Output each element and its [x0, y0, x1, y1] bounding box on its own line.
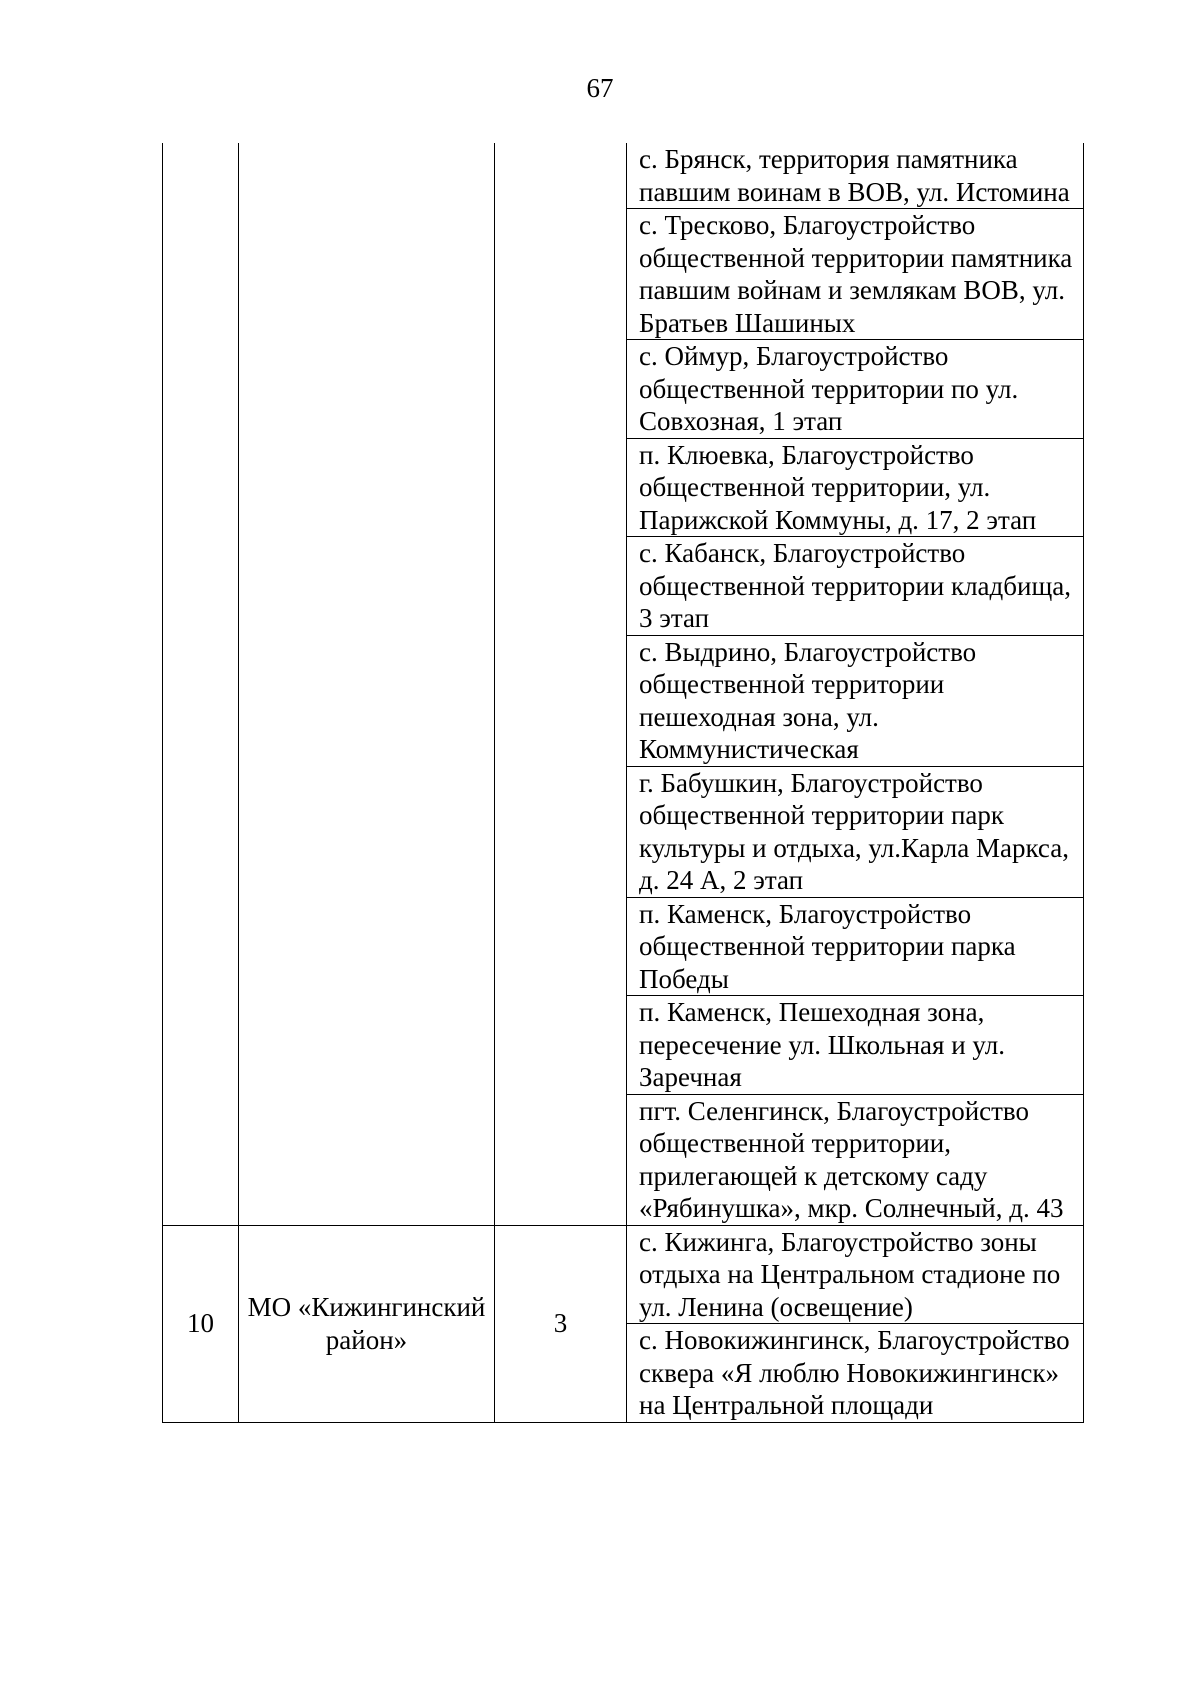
row-number-cell: 10 [163, 1225, 239, 1422]
address-cell: г. Бабушкин, Благоустройство общественной территории парк культуры и отдыха, ул.Карла Маркса, д. 24 А, 2 этап [627, 766, 1084, 897]
address-cell: с. Выдрино, Благоустройство общественной территории пешеходная зона, ул. Коммунистическая [627, 635, 1084, 766]
address-cell: с. Оймур, Благоустройство общественной территории по ул. Совхозная, 1 этап [627, 340, 1084, 439]
address-cell: с. Кабанск, Благоустройство общественной территории кладбища, 3 этап [627, 537, 1084, 636]
count-cell: 3 [495, 1225, 627, 1422]
count-cell [495, 143, 627, 1225]
address-cell: п. Клюевка, Благоустройство общественной территории, ул. Парижской Коммуны, д. 17, 2 этап [627, 438, 1084, 537]
address-cell: с. Кижинга, Благоустройство зоны отдыха на Центральном стадионе по ул. Ленина (освещение) [627, 1225, 1084, 1324]
address-cell: п. Каменск, Благоустройство общественной территории парка Победы [627, 897, 1084, 996]
page-number: 67 [586, 73, 614, 103]
table-row [163, 143, 1084, 209]
address-cell: п. Каменск, Пешеходная зона, пересечение ул. Школьная и ул. Заречная [627, 996, 1084, 1095]
address-cell: пгт. Селенгинск, Благоустройство общественной территории, прилегающей к детскому саду «Рябинушка», мкр. Солнечный, д. 43 [627, 1094, 1084, 1225]
address-cell: с. Брянск, территория памятника павшим воинам в ВОВ, ул. Истомина [627, 143, 1084, 209]
municipality-cell [239, 143, 495, 1225]
row-number-cell [163, 143, 239, 1225]
territories-table [162, 143, 1084, 1423]
address-cell: с. Новокижингинск, Благоустройство сквера «Я люблю Новокижингинск» на Центральной площади [627, 1324, 1084, 1423]
table-row [163, 1225, 1084, 1324]
address-cell: с. Тресково, Благоустройство общественной территории памятника павшим войнам и землякам ВОВ, ул. Братьев Шашиных [627, 209, 1084, 340]
municipality-cell: МО «Кижингинский район» [239, 1225, 495, 1422]
